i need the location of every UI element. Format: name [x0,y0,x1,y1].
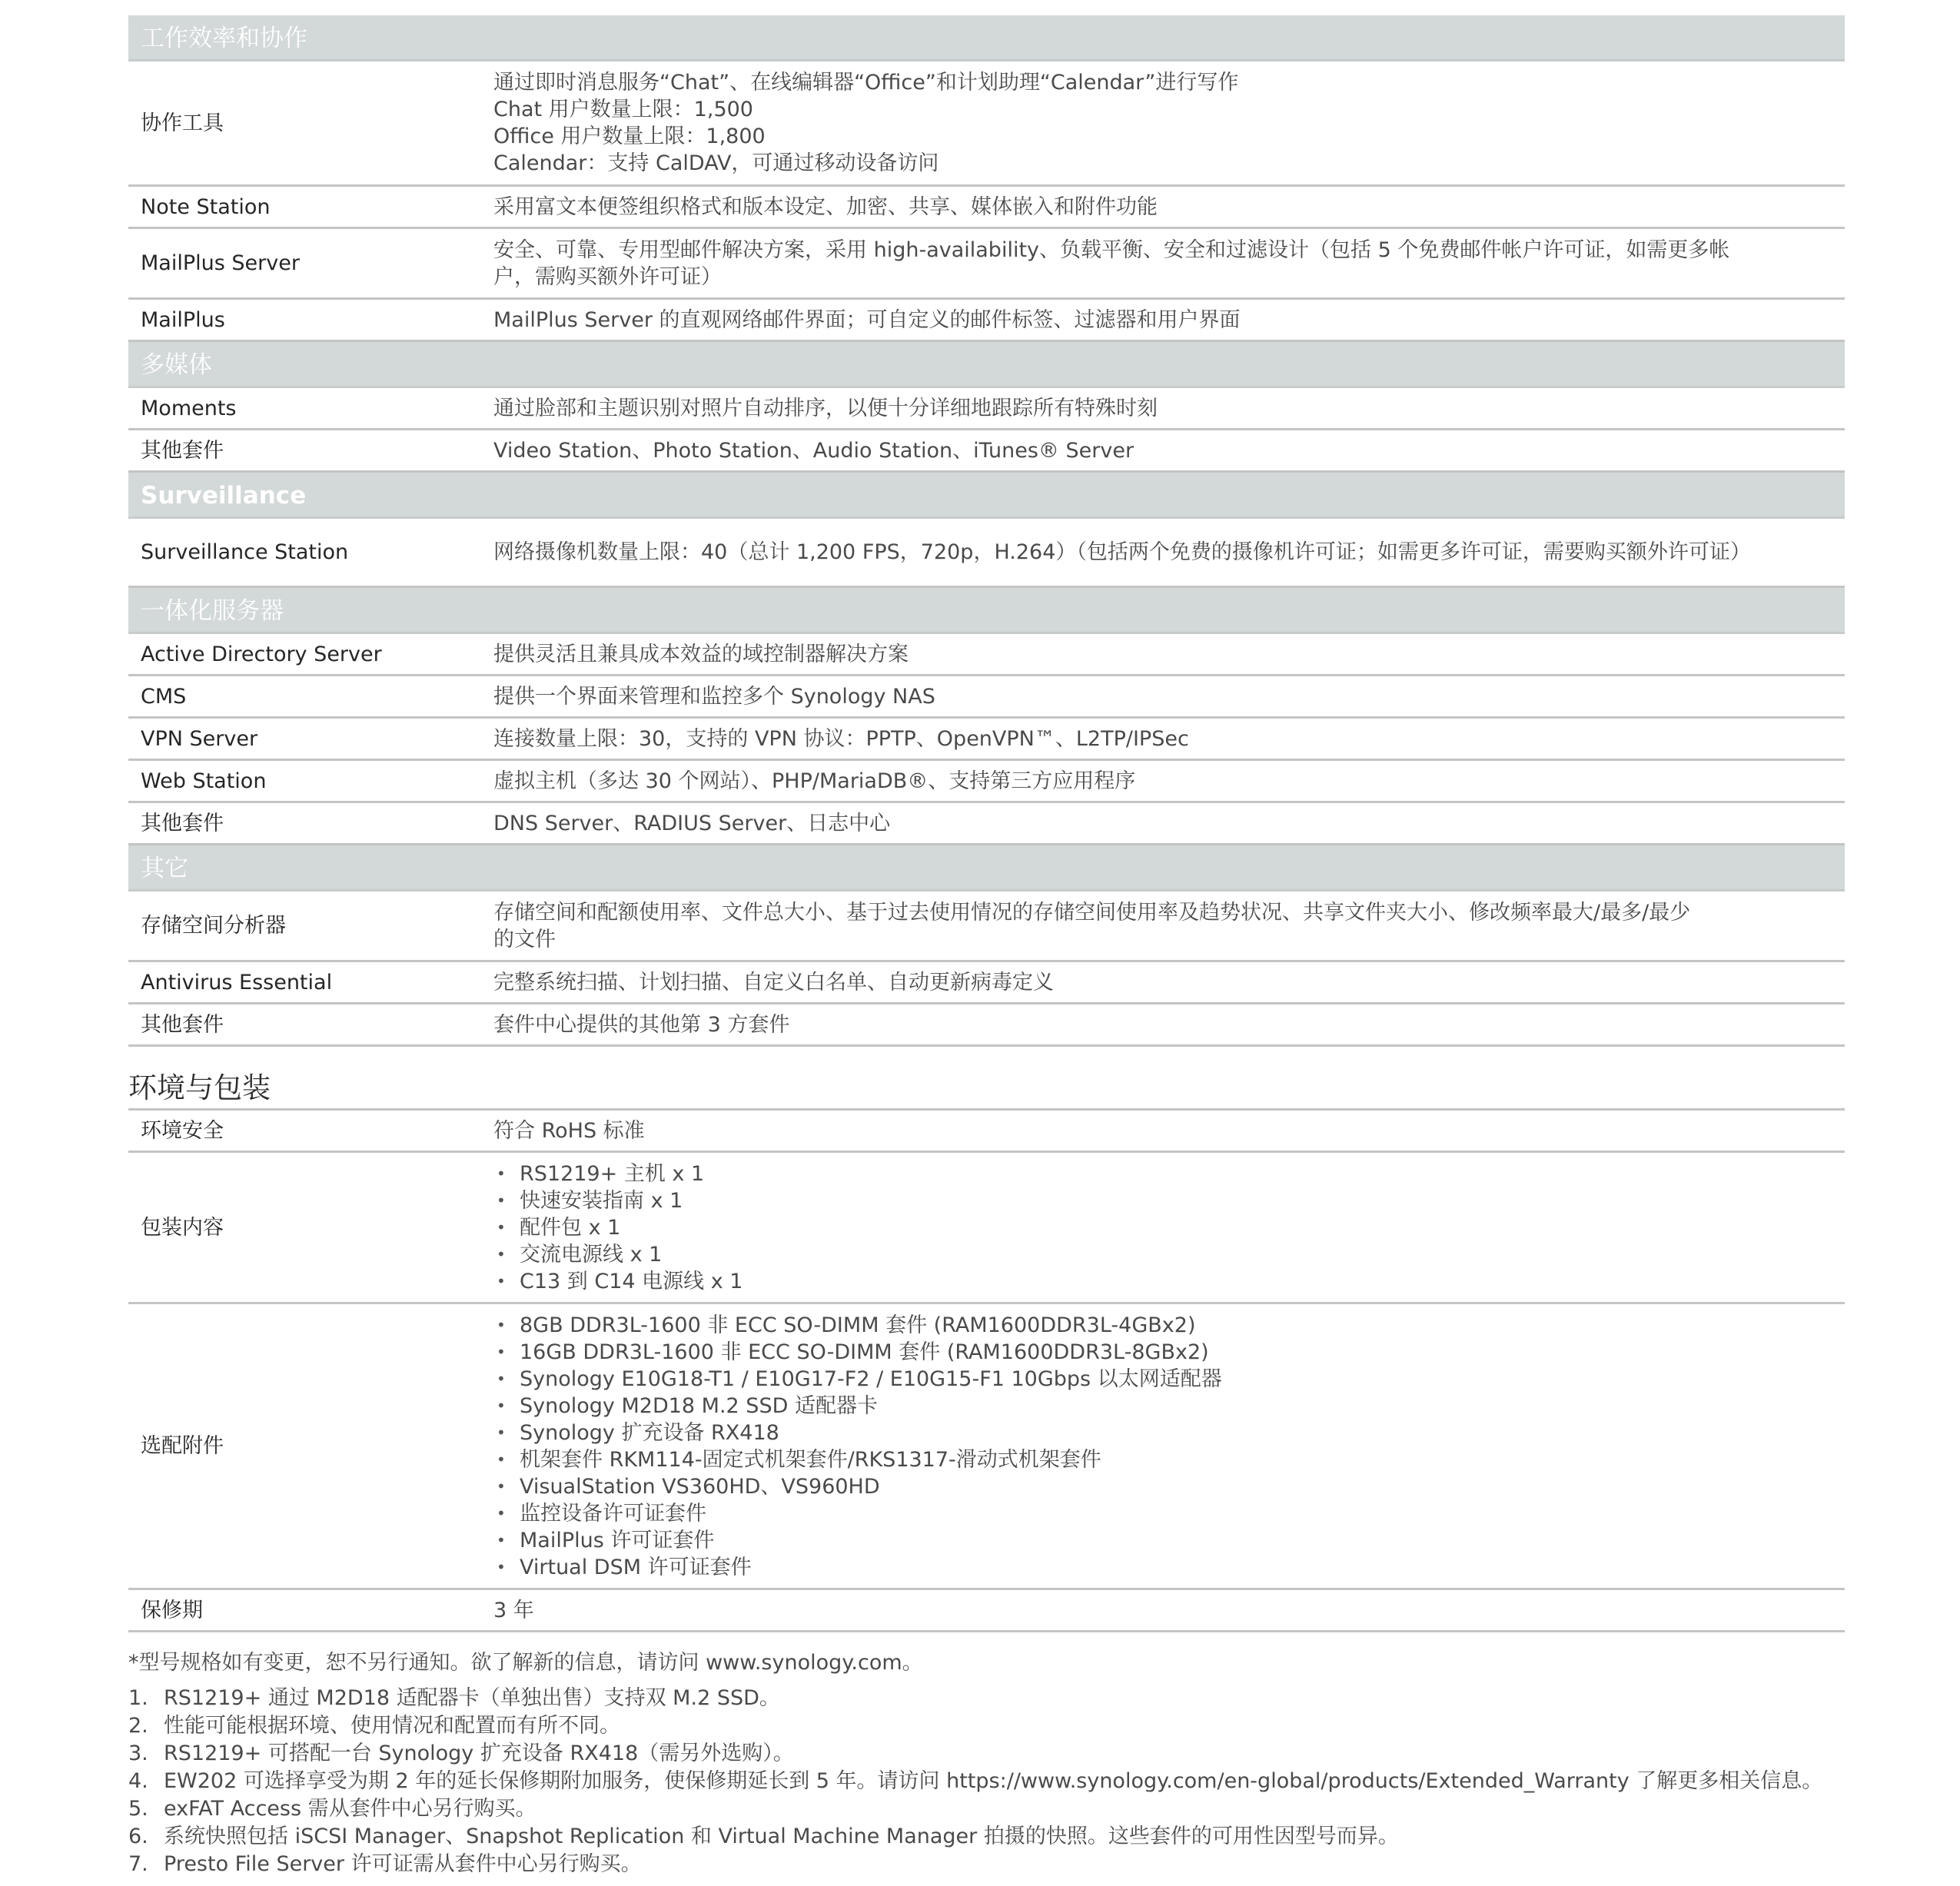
spec-value-line: 安全、可靠、专用型邮件解决方案，采用 high-availability、负载平衡、安全和过滤设计（包括 5 个免费邮件帐户许可证，如需更多帐 [493,237,1730,262]
note-text: Presto File Server 许可证需从套件中心另行购买。 [164,1852,642,1876]
note-number: 4. [128,1769,148,1793]
footnotes [128,1649,1896,1878]
optional-accessories-list [493,1312,1829,1581]
section-header: 一体化服务器 [128,588,1845,634]
spec-value: DNS Server、RADIUS Server、日志中心 [493,811,891,835]
spec-row [128,761,1845,803]
spec-value: 提供一个界面来管理和监控多个 Synology NAS [493,684,935,709]
spec-row [128,892,1845,962]
spec-label: Antivirus Essential [141,970,333,994]
note-text: exFAT Access 需从套件中心另行购买。 [164,1797,537,1821]
list-item: • 16GB DDR3L-1600 非 ECC SO-DIMM 套件 (RAM1600DDR3L-8GBx2) [493,1339,1829,1366]
environment-title: 环境与包装 [128,1071,271,1104]
section-surveillance [128,473,1845,588]
spec-label: 存储空间分析器 [141,914,286,938]
spec-value: 完整系统扫描、计划扫描、自定义白名单、自动更新病毒定义 [493,970,1054,994]
spec-value-line: 网络摄像机数量上限：40（总计 1,200 FPS，720p，H.264）（包括两个免费的摄像机许可证；如需更多许可证，需要购买额外许可证） [493,540,1751,564]
spec-label: Surveillance Station [141,540,349,564]
note-text: RS1219+ 通过 M2D18 适配器卡（单独出售）支持双 M.2 SSD。 [164,1686,780,1710]
list-item: • Synology M2D18 M.2 SSD 适配器卡 [493,1393,1829,1419]
spec-row [128,430,1845,473]
spec-value: 3 年 [493,1598,534,1622]
spec-value-line: Office 用户数量上限：1,800 [493,125,766,148]
list-item [128,1823,1896,1851]
list-item: • MailPlus 许可证套件 [493,1527,1829,1554]
list-item [128,1712,1896,1740]
spec-value: 符合 RoHS 标准 [493,1118,645,1143]
note-number: 7. [128,1852,148,1876]
spec-label: MailPlus Server [141,251,300,275]
list-item [128,1851,1896,1878]
spec-row [128,1153,1845,1304]
note-number: 6. [128,1825,148,1848]
section-header: Surveillance [128,473,1845,519]
spec-value: 采用富文本便签组织格式和版本设定、加密、共享、媒体嵌入和附件功能 [493,194,1158,219]
spec-value-line: 的文件 [493,927,556,951]
spec-label: Active Directory Server [141,642,382,666]
section-header: 工作效率和协作 [128,15,1845,61]
list-item: • C13 到 C14 电源线 x 1 [493,1268,1829,1295]
spec-row [128,1590,1845,1632]
spec-value-line: 存储空间和配额使用率、文件总大小、基于过去使用情况的存储空间使用率及趋势状况、共享文件夹大小、修改频率最大/最多/最少 [493,900,1691,925]
list-item [128,1795,1896,1823]
spec-value: 虚拟主机（多达 30 个网站）、PHP/MariaDB®、支持第三方应用程序 [493,769,1136,793]
section-other [128,845,1845,1047]
note-text: RS1219+ 可搭配一台 Synology 扩充设备 RX418（需另外选购）。 [164,1742,794,1765]
package-contents-list [493,1160,1829,1295]
list-item: • 机架套件 RKM114-固定式机架套件/RKS1317-滑动式机架套件 [493,1446,1829,1473]
spec-value: Video Station、Photo Station、Audio Station、iTunes® Server [493,438,1134,463]
spec-row [128,634,1845,676]
spec-label: 环境安全 [141,1118,224,1143]
section-multimedia [128,342,1845,473]
notes-list [128,1685,1896,1878]
spec-value [493,69,1845,177]
note-number: 3. [128,1742,148,1765]
spec-label: 保修期 [141,1598,203,1622]
spec-value: MailPlus Server 的直观网络邮件界面；可自定义的邮件标签、过滤器和用户界面 [493,307,1241,332]
list-item: • Synology E10G18-T1 / E10G17-F2 / E10G15-F1 10Gbps 以太网适配器 [493,1366,1829,1393]
list-item [128,1685,1896,1712]
spec-label: Note Station [141,194,271,219]
spec-label: Moments [141,396,237,420]
spec-value [493,899,1845,953]
spec-label: 其他套件 [141,811,224,835]
list-item: • 监控设备许可证套件 [493,1500,1829,1527]
spec-label: MailPlus [141,307,225,332]
spec-row [128,61,1845,187]
note-number: 1. [128,1686,148,1710]
spec-label: 其他套件 [141,438,224,463]
list-item [128,1740,1896,1768]
spec-value-line: 通过即时消息服务“Chat”、在线编辑器“Office”和计划助理“Calendar”进行写作 [493,71,1239,95]
list-item: • VisualStation VS360HD、VS960HD [493,1473,1829,1500]
spec-label: 其他套件 [141,1012,224,1037]
note-text: 系统快照包括 iSCSI Manager、Snapshot Replication 和 Virtual Machine Manager 拍摄的快照。这些套件的可用性因型号而异。 [164,1825,1399,1848]
spec-value-line: Chat 用户数量上限：1,500 [493,98,753,121]
list-item: • 快速安装指南 x 1 [493,1187,1829,1214]
spec-label: 包装内容 [141,1215,224,1240]
spec-row [128,1304,1845,1590]
disclaimer-text: *型号规格如有变更，恕不另行通知。欲了解新的信息，请访问 www.synology.com。 [128,1651,923,1675]
section-productivity [128,15,1845,342]
spec-value [493,539,1845,566]
spec-row [128,962,1845,1004]
list-item: • 配件包 x 1 [493,1214,1829,1241]
list-item: • 交流电源线 x 1 [493,1241,1829,1268]
spec-row [128,1004,1845,1047]
list-item: • Synology 扩充设备 RX418 [493,1419,1829,1446]
spec-value [493,237,1845,291]
spec-value [493,1312,1845,1581]
section-server [128,588,1845,845]
list-item: • 8GB DDR3L-1600 非 ECC SO-DIMM 套件 (RAM1600DDR3L-4GBx2) [493,1312,1829,1339]
spec-row [128,803,1845,845]
spec-row [128,719,1845,761]
spec-row [128,1111,1845,1153]
note-number: 2. [128,1714,148,1738]
list-item: • RS1219+ 主机 x 1 [493,1160,1829,1187]
spec-row [128,300,1845,342]
note-text: EW202 可选择享受为期 2 年的延长保修期附加服务，使保修期延长到 5 年。请访问 https://www.synology.com/en-global/products/Extended_Warranty 了解更多相关信息。 [164,1769,1823,1793]
list-item [128,1768,1896,1795]
spec-label: 协作工具 [141,111,224,135]
spec-row [128,229,1845,300]
note-number: 5. [128,1797,148,1821]
spec-row [128,676,1845,719]
spec-value: 连接数量上限：30，支持的 VPN 协议：PPTP、OpenVPN™、L2TP/IPSec [493,726,1189,751]
section-header: 其它 [128,845,1845,892]
spec-value-line: Calendar：支持 CalDAV，可通过移动设备访问 [493,151,939,175]
spec-value: 提供灵活且兼具成本效益的域控制器解决方案 [493,642,909,666]
spec-label: 选配附件 [141,1434,224,1458]
spec-value: 套件中心提供的其他第 3 方套件 [493,1012,790,1037]
spec-label: CMS [141,684,187,709]
spec-value-line: 户，需购买额外许可证） [493,264,722,289]
spec-label: VPN Server [141,726,258,751]
section-header: 多媒体 [128,342,1845,388]
spec-row [128,519,1845,588]
spec-label: Web Station [141,769,267,793]
section-environment [128,1111,1845,1632]
spec-row [128,388,1845,430]
spec-row [128,187,1845,229]
spec-value: 通过脸部和主题识别对照片自动排序，以便十分详细地跟踪所有特殊时刻 [493,396,1158,420]
spec-value [493,1160,1845,1295]
note-text: 性能可能根据环境、使用情况和配置而有所不同。 [164,1714,620,1738]
list-item: • Virtual DSM 许可证套件 [493,1554,1829,1581]
